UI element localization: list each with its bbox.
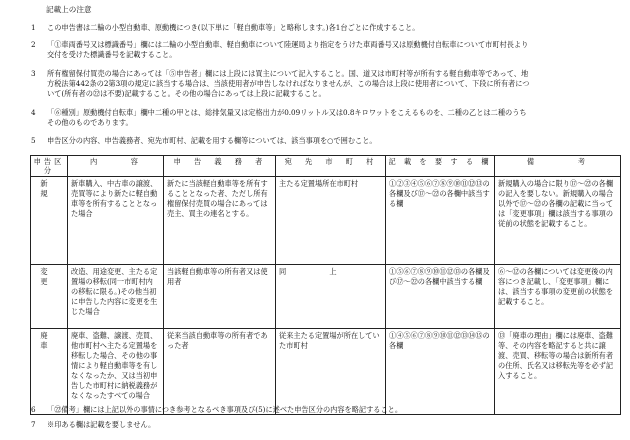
note-number: 2 xyxy=(31,40,36,49)
row-content: 新車購入、中古車の譲渡、売買等により新たに軽自動車等を所有することとなった場合 xyxy=(68,177,164,265)
note-4 xyxy=(31,108,611,128)
note-text: 「⑥種別」原動機付自転車」欄中二種の甲とは、総排気量又は定格出力が0.09リットル又は0.8キロワットをこえるものを、二種の乙とは二種のうち xyxy=(47,108,527,117)
note-5 xyxy=(31,136,611,146)
note-number: 4 xyxy=(31,108,36,117)
table-row xyxy=(31,329,621,415)
note-1 xyxy=(31,23,611,33)
row-fields: ①②③④⑤⑥⑦⑧⑨⑩⑪⑫⑬の各欄及び⑰～㉒の各欄中該当する欄 xyxy=(386,177,495,265)
row-remarks: 新規購入の場合に限り⑰～㉒の各欄の記入を要しない。新規購入の場合以外で⑰～㉒の各欄の記載に当っては「変更事項」欄は該当する事項の従前の状態を記載すること。 xyxy=(495,177,621,265)
row-destination: 主たる定置場所在市町村 xyxy=(276,177,386,265)
row-remarks: ⑬「廃車の理由」欄には廃車、盗難等、その内容を略記すると共に譲渡、売買、移転等の場合は新所有者の住所、氏名又は移転先等を必ず記入すること。 xyxy=(495,329,621,415)
note-3 xyxy=(31,69,611,99)
footnote-text: ※印ある欄は記載を要しません。 xyxy=(47,420,156,429)
note-number: 1 xyxy=(31,23,36,32)
note-number: 3 xyxy=(31,69,36,78)
page-title: 記載上の注意 xyxy=(46,5,92,14)
note-continuation: いて(所有者の㉒は不要)記載すること。その他の場合にあっては上段に記載すること。 xyxy=(47,88,326,98)
row-obligor: 当該軽自動車等の所有者又は使用者 xyxy=(164,265,276,329)
row-obligor: 新たに当該軽自動車等を所有することとなった者、ただし所有権留保付売買の場合にあっては売主、買主の連名とする。 xyxy=(164,177,276,265)
note-number: 5 xyxy=(31,136,36,145)
table-row xyxy=(31,265,621,329)
footnote-7 xyxy=(31,420,621,430)
row-destination: 同 上 xyxy=(276,265,386,329)
note-text: 「①車両番号又は標識番号」欄には二輪の小型自動車、軽自動車について陸運局より指定をうけた車両番号又は原動機付自転車について市町村長より xyxy=(47,40,529,49)
header-fields: 記 載 を 要 す る 欄 xyxy=(386,156,495,177)
header-remarks: 備 考 xyxy=(495,156,621,177)
row-category: 新規 xyxy=(31,177,68,265)
row-destination: 従来主たる定置場が所在していた市町村 xyxy=(276,329,386,415)
footnote-text: 「㉒備考」欄には上記以外の事情につき参考となるべき事項及び(5)に述べた申告区分の内容を略記すること。 xyxy=(47,405,403,414)
note-continuation: 方税法第442条の2第3項の規定に該当する場合は、当該使用者が申告しなければなりませんが、この場合は上段に使用者について、下段に所有者につ xyxy=(47,78,530,88)
table-row xyxy=(31,177,621,265)
footnote-number: 7 xyxy=(31,420,36,429)
note-2 xyxy=(31,40,611,60)
row-content: 廃車、盗難、譲渡、売買、他市町村へ主たる定置場を移転した場合、その他の事情により軽自動車等を有しなくなったか、又は当初申告した市町村に納税義務がなくなったすべての場合 xyxy=(68,329,164,415)
row-fields: ①⑤⑥⑦⑧⑨⑩⑪⑫⑬の各欄及び⑰～㉒の各欄中該当する欄 xyxy=(386,265,495,329)
note-text: この申告書は二輪の小型自動車、原動機につき(以下単に「軽自動車等」と略称します。)各1台ごとに作成すること。 xyxy=(47,23,420,32)
header-content: 内 容 xyxy=(68,156,164,177)
note-text: 申告区分の内容、申告義務者、宛先市町村、記載を用する欄等については、該当事項を○で囲むこと。 xyxy=(47,136,377,145)
footnote-6 xyxy=(31,405,621,415)
note-text: 所有権留保付買売の場合にあっては「⑤申告者」欄には上段には買主について記入すること。国、道又は市町村等が所有する軽自動車等であって、地 xyxy=(47,69,529,78)
row-content: 改造、用途変更、主たる定置場の移転(同一市町村内の移転に限る。)その他当初に申告した内容に変更を生じた場合 xyxy=(68,265,164,329)
header-obligor: 申 告 義 務 者 xyxy=(164,156,276,177)
table-header-row xyxy=(31,156,621,177)
footnote-number: 6 xyxy=(31,405,36,414)
note-continuation: 交付を受けた標識番号を記載すること。 xyxy=(47,49,177,59)
row-fields: ①④⑤⑥⑦⑧⑨⑩⑪⑫⑬⑭⑮の各欄 xyxy=(386,329,495,415)
declaration-table xyxy=(30,155,621,415)
row-category: 廃車 xyxy=(31,329,68,415)
header-category: 申告区分 xyxy=(31,156,68,177)
row-category: 変更 xyxy=(31,265,68,329)
row-remarks: ⑥～⑫の各欄については変更後の内容につき記載し、「変更事項」欄には、該当する事項の変更前の状態を記載すること。 xyxy=(495,265,621,329)
header-destination: 宛 先 市 町 村 xyxy=(276,156,386,177)
row-obligor: 従来当該自動車等の所有者であった者 xyxy=(164,329,276,415)
note-continuation: その他のものであります。 xyxy=(47,117,133,127)
